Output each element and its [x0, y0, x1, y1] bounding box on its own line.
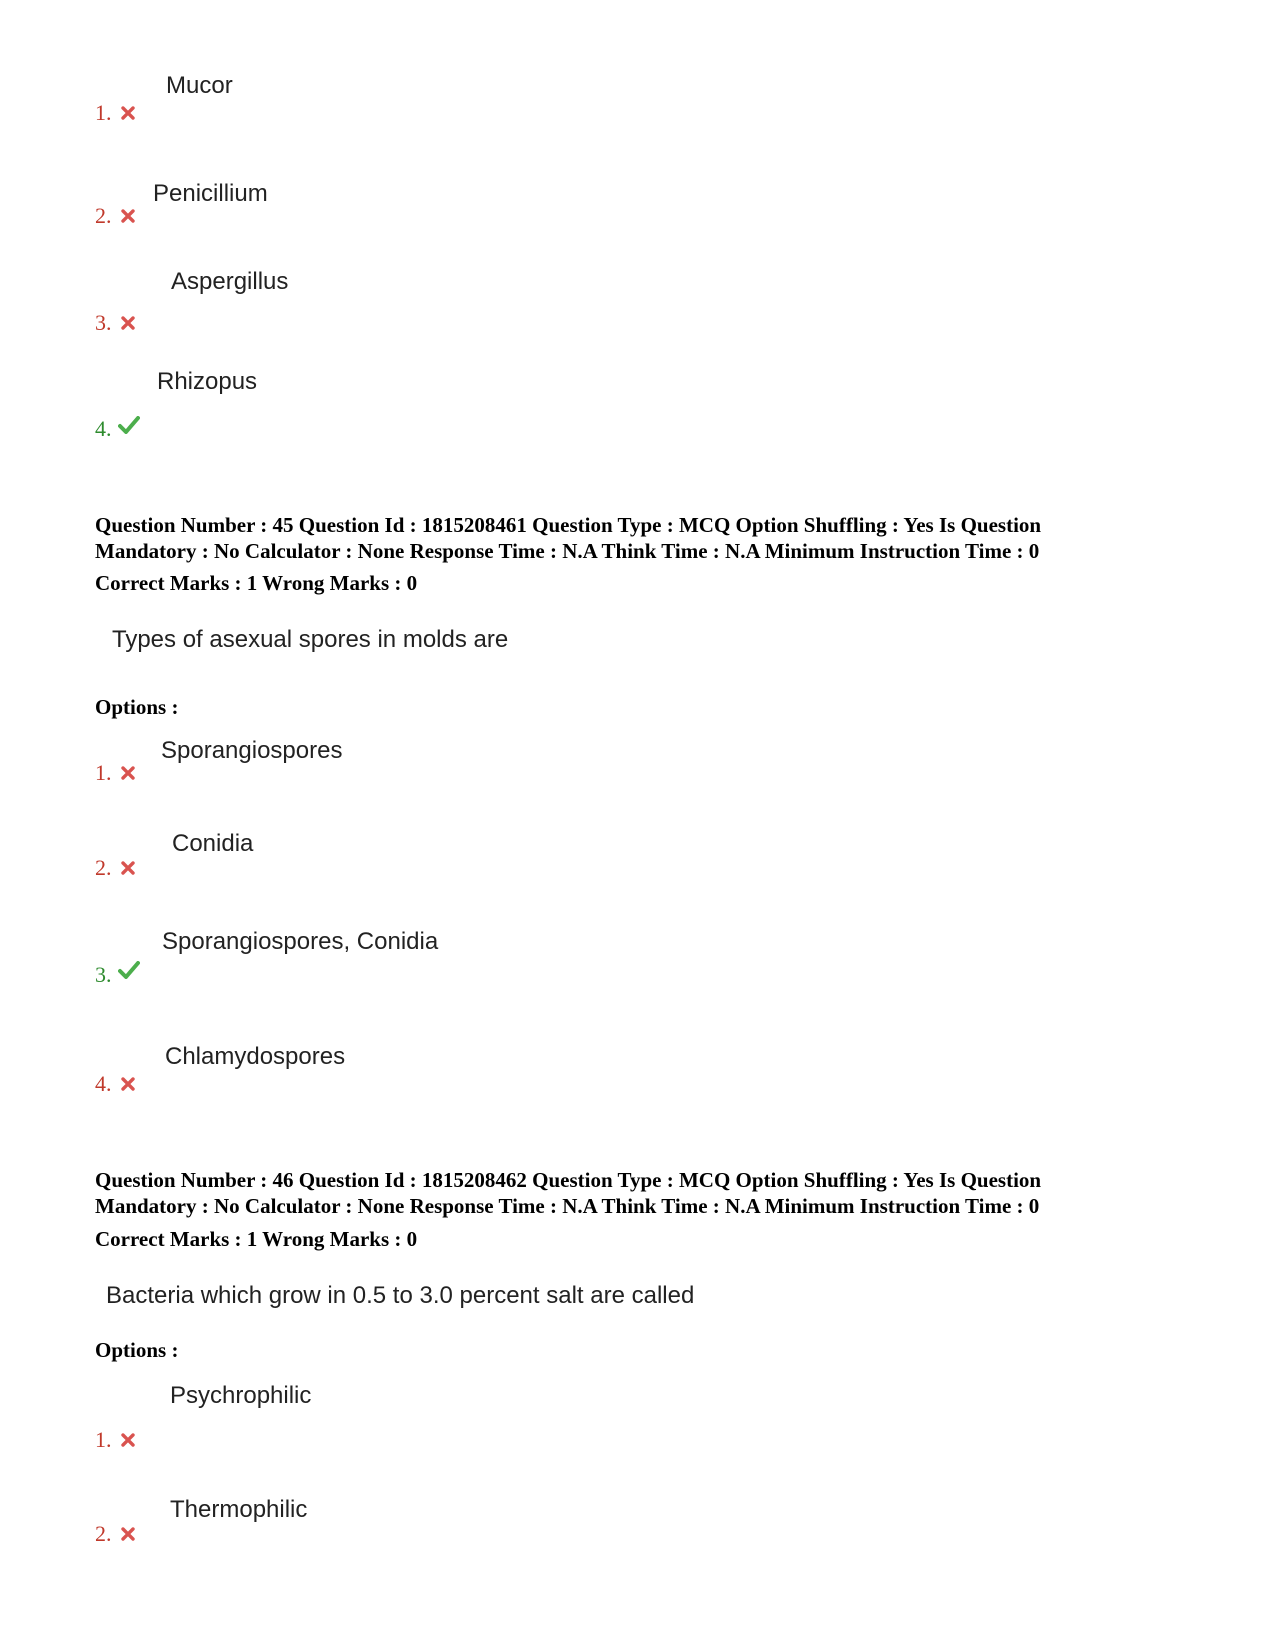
question-meta-line: Mandatory : No Calculator : None Response Time : N.A Think Time : N.A Minimum Instruction Time : 0 — [95, 539, 1040, 563]
check-icon — [118, 961, 140, 979]
cross-icon — [121, 861, 135, 875]
options-label: Options : — [95, 1338, 179, 1362]
question-meta — [95, 1167, 1185, 1219]
cross-icon — [121, 766, 135, 780]
cross-icon — [121, 1077, 135, 1091]
option-number: 4. — [95, 416, 112, 441]
option-text: Rhizopus — [157, 368, 258, 395]
cross-icon — [121, 106, 135, 120]
question-meta-line: Question Number : 46 Question Id : 1815208462 Question Type : MCQ Option Shuffling : Yes Is Question — [95, 1168, 1042, 1192]
option-number: 3. — [95, 962, 112, 987]
option-number: 4. — [95, 1071, 112, 1096]
check-icon — [118, 416, 140, 434]
option-text: Chlamydospores — [165, 1043, 346, 1070]
option-text: Mucor — [166, 72, 233, 99]
cross-icon — [121, 1433, 135, 1447]
option-number: 2. — [95, 1521, 112, 1546]
option-number: 3. — [95, 310, 112, 335]
question-text: Bacteria which grow in 0.5 to 3.0 percent salt are called — [106, 1282, 695, 1309]
option-text: Penicillium — [153, 180, 268, 207]
option-number: 2. — [95, 855, 112, 880]
cross-icon — [121, 209, 135, 223]
option-number: 1. — [95, 760, 112, 785]
question-meta — [95, 512, 1185, 564]
marks-line: Correct Marks : 1 Wrong Marks : 0 — [95, 1227, 418, 1251]
option-text: Conidia — [172, 830, 254, 857]
option-number: 1. — [95, 100, 112, 125]
option-text: Thermophilic — [170, 1496, 308, 1523]
cross-icon — [121, 1527, 135, 1541]
option-number: 2. — [95, 203, 112, 228]
option-text: Sporangiospores — [161, 737, 343, 764]
question-meta-line: Mandatory : No Calculator : None Response Time : N.A Think Time : N.A Minimum Instruction Time : 0 — [95, 1194, 1040, 1218]
marks-line: Correct Marks : 1 Wrong Marks : 0 — [95, 571, 418, 595]
option-number: 1. — [95, 1427, 112, 1452]
options-label: Options : — [95, 695, 179, 719]
question-meta-line: Question Number : 45 Question Id : 1815208461 Question Type : MCQ Option Shuffling : Yes Is Question — [95, 513, 1042, 537]
option-text: Aspergillus — [171, 268, 289, 295]
question-text: Types of asexual spores in molds are — [112, 626, 509, 653]
option-text: Sporangiospores, Conidia — [162, 928, 439, 955]
option-text: Psychrophilic — [170, 1382, 312, 1409]
cross-icon — [121, 316, 135, 330]
